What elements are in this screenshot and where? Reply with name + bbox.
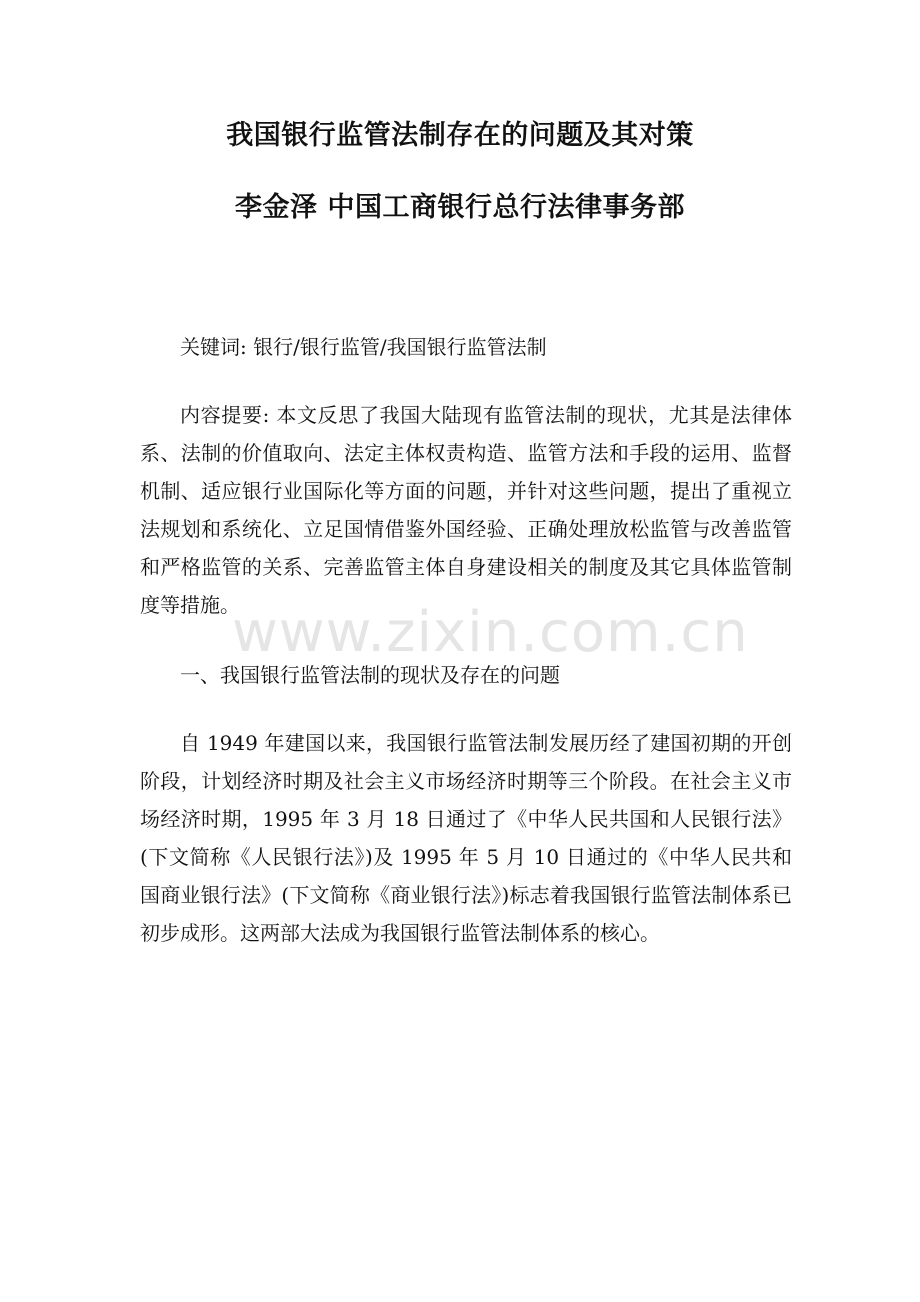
keywords-paragraph: 关键词: 银行/银行监管/我国银行监管法制 <box>180 335 547 359</box>
section-heading: 一、我国银行监管法制的现状及存在的问题 <box>180 663 560 687</box>
author-byline: 李金泽 中国工商银行总行法律事务部 <box>235 192 685 223</box>
document-body <box>140 328 792 952</box>
abstract-paragraph: 内容提要: 本文反思了我国大陆现有监管法制的现状，尤其是法律体系、法制的价值取向、法定主体权责构造、监管方法和手段的运用、监督机制、适应银行业国际化等方面的问题，并针对这些问题，提出了重视立法规划和系统化、立足国情借鉴外国经验、正确处理放松监管与改善监管和严格监管的关系、完善监管主体自身建设相关的制度及其它具体监管制度等措施。 <box>140 403 792 617</box>
section-body-paragraph: 自 1949 年建国以来，我国银行监管法制发展历经了建国初期的开创阶段，计划经济时期及社会主义市场经济时期等三个阶段。在社会主义市场经济时期，1995 年 3 月 18 日通过了《中华人民共国和人民银行法》(下文简称《人民银行法》)及 1995 年 5 月 10 日通过的《中华人民共和国商业银行法》(下文简称《商业银行法》)标志着我国银行监管法制体系已初步成形。这两部大法成为我国银行监管法制体系的核心。 <box>140 731 792 945</box>
watermark: www.zixin.com.cn <box>232 600 749 665</box>
document-title: 我国银行监管法制存在的问题及其对策 <box>226 120 694 151</box>
